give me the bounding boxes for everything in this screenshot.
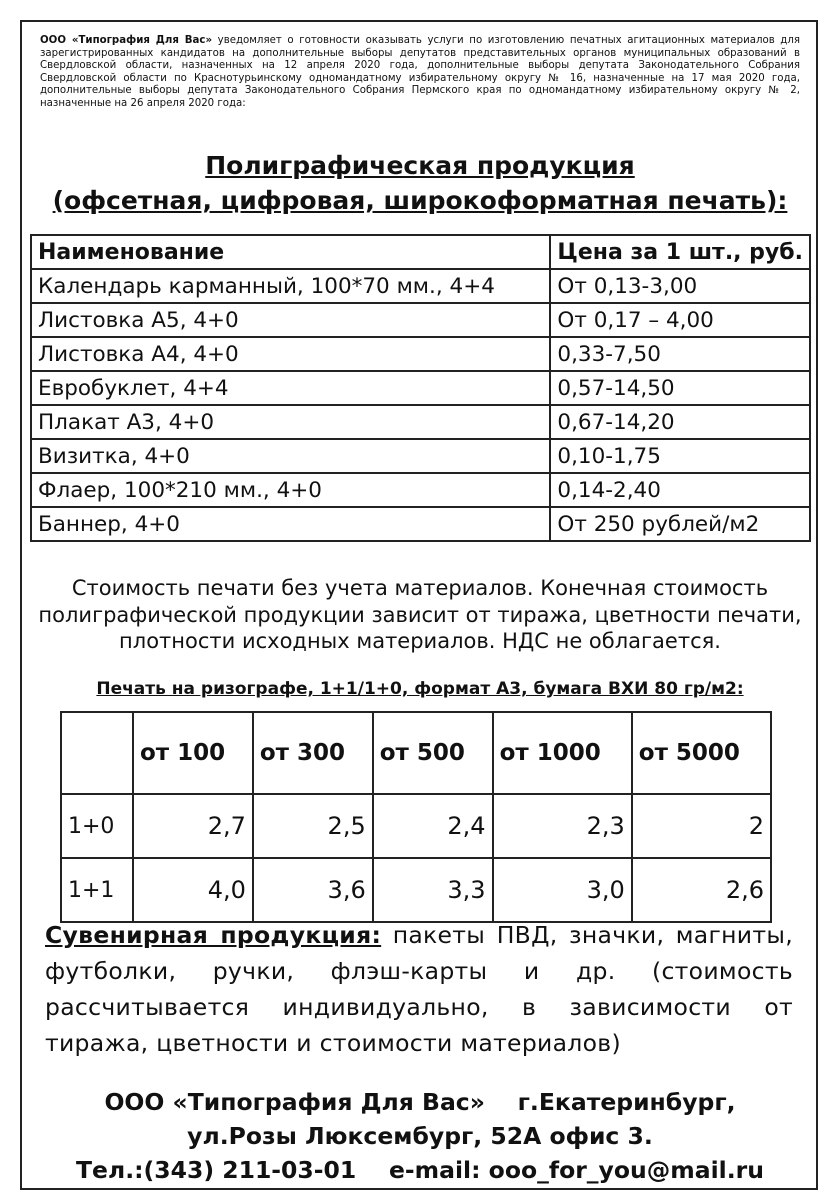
souvenir-text: пакеты ПВД, значки, магниты, футболки, ручки, флэш-карты и др. (стоимость рассчитывается индивидуально, в зависимости от тиража, цветности и стоимости материалов) (45, 921, 793, 1057)
table-row (31, 473, 810, 507)
table-row (61, 858, 771, 922)
riso-price-cell: 2,3 (493, 794, 632, 858)
footer-address: ул.Розы Люксембург, 52А офис 3. (187, 1122, 653, 1150)
intro-text: уведомляет о готовности оказывать услуги по изготовлению печатных агитационных материалов для зарегистрированных кандидатов на дополнительные выборы депутатов представительных органов муниципальных образований в Свердловской области, назначенных на 12 апреля 2020 года, дополнительные выборы депутата Законодательного Собрания Свердловской области по Краснотурьинскому одномандатному избирательному округу № 16, назначенные на 17 мая 2020 года, дополнительные выборы депутата Законодательного Собрания Пермского края по одномандатному избирательному округу № 2, назначенные на 26 апреля 2020 года: (40, 35, 800, 109)
table-row (31, 371, 810, 405)
price-header-name: Наименование (31, 235, 550, 269)
riso-price-cell: 2 (632, 794, 771, 858)
table-row (31, 405, 810, 439)
riso-title: Печать на ризографе, 1+1/1+0, формат А3, бумага ВХИ 80 гр/м2: (96, 679, 744, 699)
heading-line-1: Полиграфическая продукция (205, 151, 635, 180)
riso-price-cell: 3,6 (253, 858, 373, 922)
price-header-price: Цена за 1 шт., руб. (550, 235, 810, 269)
riso-header-cell: от 500 (373, 712, 493, 794)
riso-price-cell: 4,0 (133, 858, 253, 922)
intro-company-name: ООО «Типография Для Вас» (40, 35, 213, 46)
table-row (31, 507, 810, 541)
product-name: Евробуклет, 4+4 (31, 371, 550, 405)
product-price: 0,57-14,50 (550, 371, 810, 405)
product-name: Плакат А3, 4+0 (31, 405, 550, 439)
price-table-header (31, 235, 810, 269)
riso-header-cell: от 5000 (632, 712, 771, 794)
product-price: 0,14-2,40 (550, 473, 810, 507)
table-row (31, 303, 810, 337)
product-name: Визитка, 4+0 (31, 439, 550, 473)
intro-paragraph (40, 35, 800, 111)
product-name: Флаер, 100*210 мм., 4+0 (31, 473, 550, 507)
footer-phone-email: Тел.:(343) 211-03-01 e-mail: ooo_for_you@mail.ru (76, 1156, 764, 1184)
riso-price-table (60, 711, 772, 923)
riso-price-cell: 3,0 (493, 858, 632, 922)
table-row (31, 269, 810, 303)
riso-price-cell: 2,6 (632, 858, 771, 922)
riso-header-cell: от 100 (133, 712, 253, 794)
product-name: Календарь карманный, 100*70 мм., 4+4 (31, 269, 550, 303)
product-price: 0,67-14,20 (550, 405, 810, 439)
souvenir-paragraph (45, 917, 793, 1061)
product-name: Баннер, 4+0 (31, 507, 550, 541)
riso-header-row (61, 712, 771, 794)
product-price: 0,33-7,50 (550, 337, 810, 371)
souvenir-label: Сувенирная продукция: (45, 921, 382, 949)
footer-contacts (0, 1085, 840, 1187)
riso-row-label: 1+0 (61, 794, 133, 858)
product-price: От 250 рублей/м2 (550, 507, 810, 541)
riso-price-cell: 2,5 (253, 794, 373, 858)
product-price: 0,10-1,75 (550, 439, 810, 473)
riso-price-cell: 2,4 (373, 794, 493, 858)
riso-price-cell: 2,7 (133, 794, 253, 858)
pricing-note: Стоимость печати без учета материалов. Конечная стоимость полиграфической продукции зависит от тиража, цветности печати, плотности исходных материалов. НДС не облагается. (38, 576, 802, 653)
price-table (30, 234, 811, 542)
product-price: От 0,13-3,00 (550, 269, 810, 303)
table-row (61, 794, 771, 858)
riso-price-cell: 3,3 (373, 858, 493, 922)
product-name: Листовка А4, 4+0 (31, 337, 550, 371)
heading-line-2: (офсетная, цифровая, широкоформатная печать): (52, 186, 788, 215)
riso-header-cell: от 300 (253, 712, 373, 794)
riso-header-cell: от 1000 (493, 712, 632, 794)
table-row (31, 439, 810, 473)
riso-row-label: 1+1 (61, 858, 133, 922)
table-row (31, 337, 810, 371)
product-price: От 0,17 – 4,00 (550, 303, 810, 337)
product-name: Листовка А5, 4+0 (31, 303, 550, 337)
riso-header-empty (61, 712, 133, 794)
footer-company-city: ООО «Типография Для Вас» г.Екатеринбург, (104, 1088, 736, 1116)
